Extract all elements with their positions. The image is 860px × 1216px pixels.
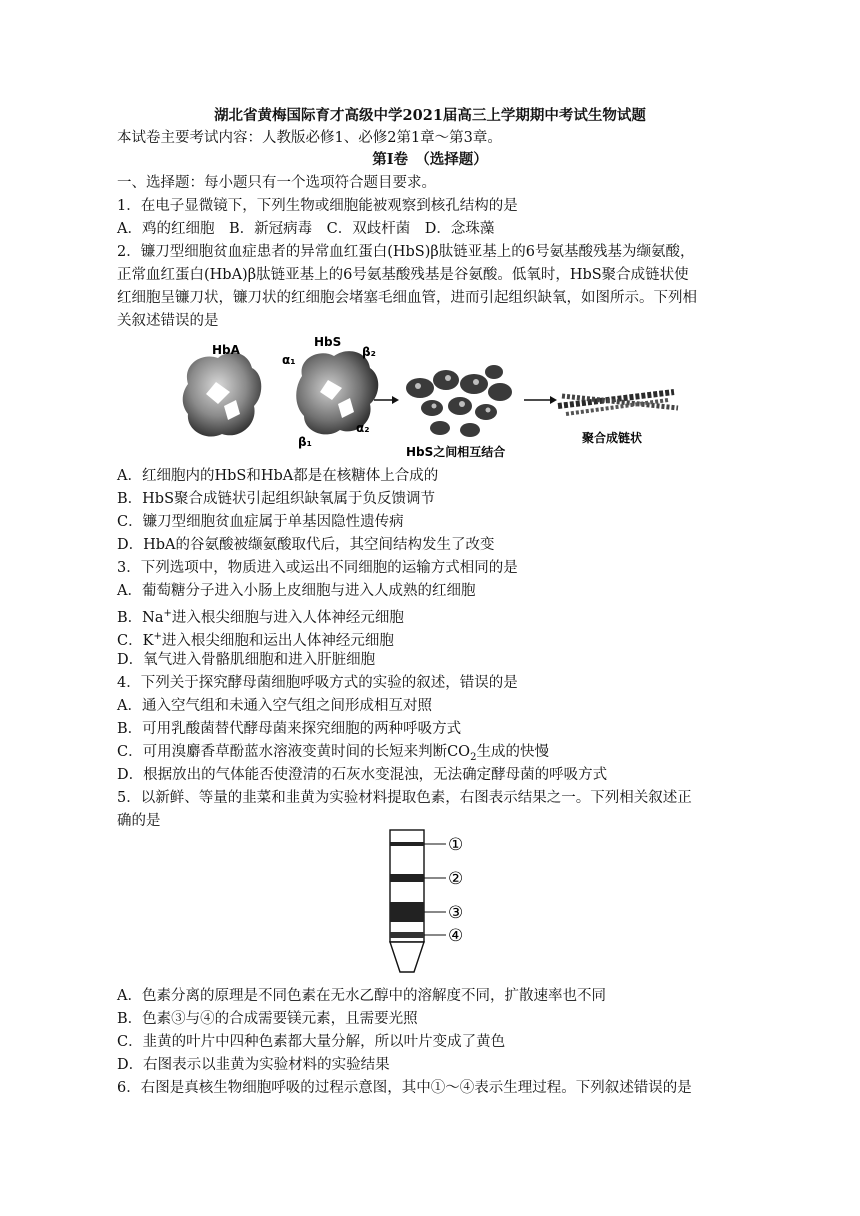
arrow-right-icon [524, 396, 557, 404]
alpha1-label: α₁ [282, 353, 296, 367]
q3-option: D．氧气进入骨骼肌细胞和进入肝脏细胞 [117, 652, 376, 668]
q4-option: D．根据放出的气体能否使澄清的石灰水变混浊，无法确定酵母菌的呼吸方式 [117, 767, 608, 783]
hbs-label: HbS [314, 335, 342, 349]
q3-option: B．Na+进入根尖细胞与进入人体神经元细胞 [117, 608, 404, 626]
chromatography-strip-figure [380, 828, 490, 976]
q4-option: B．可用乳酸菌替代酵母菌来探究细胞的两种呼吸方式 [117, 721, 462, 737]
exam-scope: 本试卷主要考试内容：人教版必修1、必修2第1章～第3章。 [117, 130, 502, 146]
chain-caption: 聚合成链状 [582, 431, 643, 445]
q2-option: C．镰刀型细胞贫血症属于单基因隐性遗传病 [117, 514, 404, 530]
q1-options: A．鸡的红细胞 B．新冠病毒 C．双歧杆菌 D．念珠藻 [117, 221, 495, 237]
q4-option: A．通入空气组和未通入空气组之间形成相互对照 [117, 698, 432, 714]
q5-option: D．右图表示以韭黄为实验材料的实验结果 [117, 1057, 390, 1073]
q5-option: A．色素分离的原理是不同色素在无水乙醇中的溶解度不同，扩散速率也不同 [117, 988, 606, 1004]
band-3-label: ③ [448, 903, 464, 923]
hbs-binding-caption: HbS之间相互结合 [406, 445, 506, 459]
hemoglobin-polymerization-figure [178, 334, 688, 462]
q3-option: C．K+进入根尖细胞和运出人体神经元细胞 [117, 631, 394, 649]
q2-stem-line: 2．镰刀型细胞贫血症患者的异常血红蛋白(HbS)β肽链亚基上的6号氨基酸残基为缬氨酸， [117, 244, 695, 260]
q3-stem: 3．下列选项中，物质进入或运出不同细胞的运输方式相同的是 [117, 560, 518, 576]
section-instruction: 一、选择题：每小题只有一个选项符合题目要求。 [117, 175, 436, 191]
exam-title: 湖北省黄梅国际育才高级中学2021届高三上学期期中考试生物试题 [214, 107, 646, 124]
q2-option: D．HbA的谷氨酸被缬氨酸取代后，其空间结构发生了改变 [117, 537, 495, 553]
hba-molecule [183, 353, 262, 437]
q5-option: C．韭黄的叶片中四种色素都大量分解，所以叶片变成了黄色 [117, 1034, 506, 1050]
q2-option: B．HbS聚合成链状引起组织缺氧属于负反馈调节 [117, 491, 436, 507]
alpha2-label: α₂ [356, 421, 370, 435]
q4-option: C．可用溴麝香草酚蓝水溶液变黄时间的长短来判断$CO_2$生成的快慢 [117, 744, 549, 763]
section-heading: 第Ⅰ卷 （选择题） [372, 151, 488, 168]
beta2-label: β₂ [362, 345, 376, 359]
q2-option: A．红细胞内的HbS和HbA都是在核糖体上合成的 [117, 468, 439, 484]
q5-stem-line: 确的是 [117, 813, 161, 829]
q2-stem-line: 正常血红蛋白(HbA)β肽链亚基上的6号氨基酸残基是谷氨酸。低氧时，HbS聚合成链状使 [117, 267, 689, 283]
band-1-label: ① [448, 835, 464, 855]
q1-stem: 1．在电子显微镜下，下列生物或细胞能被观察到核孔结构的是 [117, 198, 518, 214]
q2-stem-line: 关叙述错误的是 [117, 313, 219, 329]
hbs-aggregate [406, 365, 512, 437]
hbs-polymer-chain [558, 392, 678, 414]
band-4-label: ④ [448, 926, 464, 946]
q6-stem: 6．右图是真核生物细胞呼吸的过程示意图，其中①～④表示生理过程。下列叙述错误的是 [117, 1080, 692, 1096]
beta1-label: β₁ [298, 435, 312, 449]
q4-stem: 4．下列关于探究酵母菌细胞呼吸方式的实验的叙述，错误的是 [117, 675, 518, 691]
arrow-right-icon [374, 396, 399, 404]
q2-stem-line: 红细胞呈镰刀状，镰刀状的红细胞会堵塞毛细血管，进而引起组织缺氧，如图所示。下列相 [117, 290, 697, 306]
hba-label: HbA [212, 343, 240, 357]
q5-option: B．色素③与④的合成需要镁元素，且需要光照 [117, 1011, 418, 1027]
q5-stem-line: 5．以新鲜、等量的韭菜和韭黄为实验材料提取色素，右图表示结果之一。下列相关叙述正 [117, 790, 692, 806]
band-2-label: ② [448, 869, 464, 889]
q3-option: A．葡萄糖分子进入小肠上皮细胞与进入人成熟的红细胞 [117, 583, 476, 599]
filter-paper-strip [390, 830, 424, 972]
